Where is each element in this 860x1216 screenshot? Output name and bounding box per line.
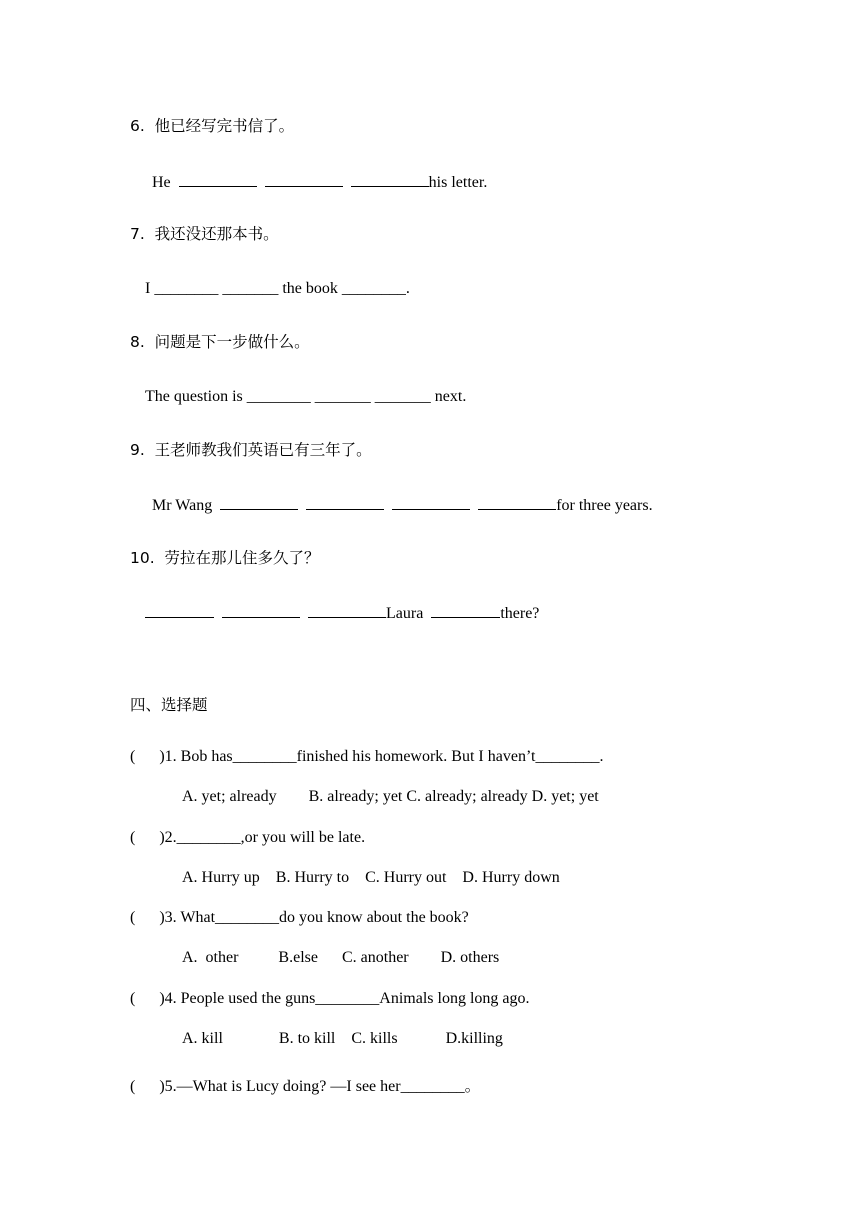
answer-blank[interactable] bbox=[179, 171, 257, 187]
answer-blank[interactable] bbox=[478, 494, 556, 510]
item-9-tail: for three years. bbox=[556, 497, 653, 514]
item-10-tail: there? bbox=[500, 605, 540, 622]
question-5-stem: ( )5.—What is Lucy doing? —I see her________。 bbox=[130, 1078, 481, 1095]
question-1-options: A. yet; already B. already; yet C. already; already D. yet; yet bbox=[182, 788, 599, 805]
question-4-stem: ( )4. People used the guns________Animals long long ago. bbox=[130, 990, 530, 1007]
question-2-options: A. Hurry up B. Hurry to C. Hurry out D. Hurry down bbox=[182, 869, 560, 886]
answer-blank[interactable] bbox=[351, 171, 429, 187]
answer-blank[interactable] bbox=[220, 494, 298, 510]
answer-blank[interactable] bbox=[308, 602, 386, 618]
item-7-chinese: 7. 我还没还那本书。 bbox=[130, 225, 279, 243]
answer-blank[interactable] bbox=[265, 171, 343, 187]
item-10-chinese: 10. 劳拉在那儿住多久了？ bbox=[130, 549, 320, 567]
section-heading: 四、选择题 bbox=[130, 696, 208, 714]
item-7-english: I ________ _______ the book ________. bbox=[145, 280, 410, 297]
answer-blank[interactable] bbox=[145, 602, 214, 618]
answer-blank[interactable] bbox=[392, 494, 470, 510]
question-2-stem: ( )2.________,or you will be late. bbox=[130, 829, 366, 846]
item-6-tail: his letter. bbox=[428, 174, 488, 191]
item-6-lead: He bbox=[152, 174, 179, 191]
item-6-chinese: 6. 他已经写完书信了。 bbox=[130, 117, 295, 135]
question-3-stem: ( )3. What________do you know about the book? bbox=[130, 909, 469, 926]
question-4-options: A. kill B. to kill C. kills D.killing bbox=[182, 1030, 503, 1047]
item-10-name: Laura bbox=[386, 605, 432, 622]
item-8-chinese: 8. 问题是下一步做什么。 bbox=[130, 333, 310, 351]
item-9-english bbox=[152, 494, 653, 516]
item-10-english bbox=[145, 602, 539, 624]
answer-blank[interactable] bbox=[222, 602, 300, 618]
item-8-english: The question is ________ _______ _______ next. bbox=[145, 388, 467, 405]
item-9-chinese: 9. 王老师教我们英语已有三年了。 bbox=[130, 441, 372, 459]
item-9-lead: Mr Wang bbox=[152, 497, 221, 514]
item-6-english bbox=[152, 171, 487, 193]
question-3-options: A. other B.else C. another D. others bbox=[182, 949, 500, 966]
answer-blank[interactable] bbox=[306, 494, 384, 510]
answer-blank[interactable] bbox=[431, 602, 500, 618]
question-1-stem: ( )1. Bob has________finished his homework. But I haven’t________. bbox=[130, 748, 604, 765]
